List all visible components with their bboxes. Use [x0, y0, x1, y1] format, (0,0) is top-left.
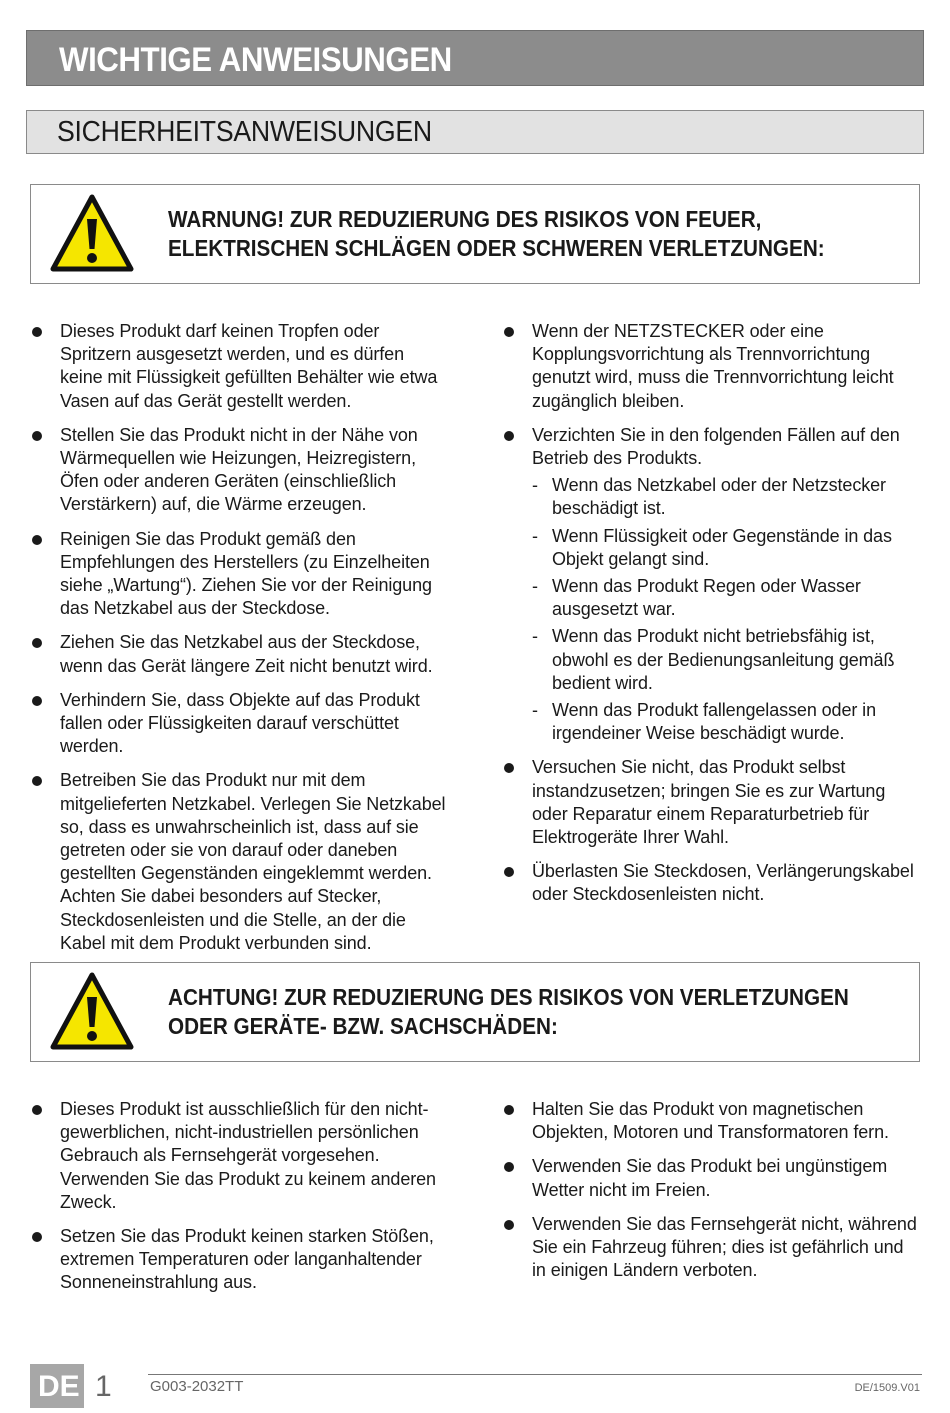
dash-marker: - — [532, 700, 538, 721]
bullet-icon — [32, 431, 42, 441]
document-version: DE/1509.V01 — [854, 1382, 920, 1394]
list-item-text: Wenn der NETZSTECKER oder eine Kopplungsvorrichtung als Trennvorrichtung genutzt wird, muss die Trennvorrichtung leicht zugänglich bleiben. — [532, 321, 894, 411]
dash-marker: - — [532, 475, 538, 496]
section-title-banner — [26, 110, 924, 154]
list-item — [502, 320, 920, 413]
list-item-text: Verzichten Sie in den folgenden Fällen auf den Betrieb des Produkts. — [532, 424, 900, 469]
list-item-text: Reinigen Sie das Produkt gemäß den Empfehlungen des Herstellers (zu Einzelheiten siehe „Wartung“). Ziehen Sie vor der Reinigung das Netzkabel aus der Steckdose. — [60, 528, 432, 619]
bullet-icon — [504, 1162, 514, 1172]
dash-marker: - — [532, 576, 538, 597]
bullet-icon — [504, 431, 514, 441]
section1-right-column — [502, 320, 920, 918]
list-item — [502, 1098, 920, 1144]
sub-list-item — [532, 699, 920, 745]
bullet-icon — [32, 327, 42, 337]
list-item-text: Halten Sie das Produkt von magnetischen Objekten, Motoren und Transformatoren fern. — [532, 1099, 889, 1143]
warning-box — [30, 184, 920, 284]
list-item-text: Betreiben Sie das Produkt nur mit dem mitgelieferten Netzkabel. Verlegen Sie Netzkabel so, dass es unwahrscheinlich ist, dass auf sie getreten oder sie von darauf oder daneben gestellten Gegenständen eingeklemmt werden. Achten Sie dabei besonders auf Stecker, Steckdosenleisten und die Stelle, an der die Kabel mit dem Produkt verbunden sind. — [60, 770, 446, 953]
bullet-icon — [504, 1105, 514, 1115]
sub-list-item-text: Wenn das Produkt fallengelassen oder in irgendeiner Weise beschädigt wurde. — [552, 700, 876, 744]
bullet-icon — [32, 1232, 42, 1242]
bullet-icon — [32, 535, 42, 545]
list-item — [30, 631, 450, 677]
caution-heading-line1: ACHTUNG! ZUR REDUZIERUNG DES RISIKOS VON VERLETZUNGEN — [168, 984, 849, 1010]
section2-left-column — [30, 1098, 450, 1306]
bullet-icon — [32, 776, 42, 786]
footer-divider — [148, 1374, 922, 1375]
main-title-banner — [26, 30, 924, 86]
sub-list-item-text: Wenn das Netzkabel oder der Netzstecker beschädigt ist. — [552, 475, 886, 519]
caution-box — [30, 962, 920, 1062]
list-item-text: Setzen Sie das Produkt keinen starken Stößen, extremen Temperaturen oder langanhaltender Sonneneinstrahlung aus. — [60, 1226, 434, 1293]
list-item — [502, 1213, 920, 1283]
sub-list — [532, 474, 920, 745]
dash-marker: - — [532, 626, 538, 647]
list-item — [30, 769, 450, 955]
list-item — [502, 1155, 920, 1201]
bullet-icon — [504, 1220, 514, 1230]
sub-list-item-text: Wenn Flüssigkeit oder Gegenstände in das Objekt gelangt sind. — [552, 525, 892, 569]
list-item — [30, 528, 450, 621]
sub-list-item-text: Wenn das Produkt nicht betriebsfähig ist, obwohl es der Bedienungsanleitung gemäß bedient wird. — [552, 626, 895, 693]
language-code: DE — [38, 1370, 80, 1403]
list-item-text: Ziehen Sie das Netzkabel aus der Steckdose, wenn das Gerät längere Zeit nicht benutzt wird. — [60, 632, 433, 676]
list-item — [30, 424, 450, 517]
section1-left-column — [30, 320, 450, 966]
list-item-text: Verhindern Sie, dass Objekte auf das Produkt fallen oder Flüssigkeiten darauf verschüttet werden. — [60, 689, 420, 757]
list-item-text: Stellen Sie das Produkt nicht in der Nähe von Wärmequellen wie Heizungen, Heizregistern, Öfen oder anderen Geräten (einschließlich Verstärkern) auf, die Wärme erzeugen. — [60, 424, 418, 515]
list-item-text: Dieses Produkt darf keinen Tropfen oder Spritzern ausgesetzt werden, und es dürfen keine mit Flüssigkeit gefüllten Behälter wie etwa Vasen auf das Gerät gestellt werden. — [60, 321, 438, 411]
list-item-text: Verwenden Sie das Fernsehgerät nicht, während Sie ein Fahrzeug führen; dies ist gefährlich und in einigen Ländern verboten. — [532, 1213, 917, 1281]
bullet-icon — [504, 763, 514, 773]
page-number: 1 — [95, 1370, 112, 1403]
list-item — [30, 689, 450, 759]
sub-list-item — [532, 474, 920, 520]
list-item — [30, 320, 450, 413]
language-badge — [30, 1364, 84, 1408]
list-item-text: Überlasten Sie Steckdosen, Verlängerungskabel oder Steckdosenleisten nicht. — [532, 861, 914, 905]
list-item — [502, 756, 920, 849]
sub-list-item-text: Wenn das Produkt Regen oder Wasser ausgesetzt war. — [552, 576, 861, 620]
sub-list-item — [532, 525, 920, 571]
sub-list-item — [532, 575, 920, 621]
page-title: WICHTIGE ANWEISUNGEN — [59, 41, 452, 79]
list-item — [30, 1098, 450, 1214]
list-item-text: Versuchen Sie nicht, das Produkt selbst instandzusetzen; bringen Sie es zur Wartung oder Reparatur einem Reparaturbetrieb für Elektrogeräte Ihrer Wahl. — [532, 757, 886, 848]
bullet-icon — [32, 638, 42, 648]
warning-heading-line2: ELEKTRISCHEN SCHLÄGEN ODER SCHWEREN VERLETZUNGEN: — [168, 235, 825, 261]
dash-marker: - — [532, 525, 538, 546]
bullet-icon — [504, 867, 514, 877]
model-number: G003-2032TT — [150, 1378, 244, 1395]
list-item — [502, 860, 920, 906]
caution-heading-line2: ODER GERÄTE- BZW. SACHSCHÄDEN: — [168, 1013, 558, 1039]
warning-heading — [168, 205, 825, 263]
caution-heading — [168, 983, 849, 1041]
section-title: SICHERHEITSANWEISUNGEN — [57, 116, 432, 148]
sub-list-item — [532, 625, 920, 695]
list-item — [502, 424, 920, 746]
warning-triangle-icon — [49, 971, 135, 1051]
list-item-text: Verwenden Sie das Produkt bei ungünstigem Wetter nicht im Freien. — [532, 1156, 888, 1200]
section2-right-column — [502, 1098, 920, 1293]
list-item — [30, 1225, 450, 1295]
list-item-text: Dieses Produkt ist ausschließlich für den nicht-gewerblichen, nicht-industriellen persönlichen Gebrauch als Fernsehgerät vorgesehen. Verwenden Sie das Produkt zu keinem anderen Zweck. — [60, 1099, 436, 1212]
bullet-icon — [504, 327, 514, 337]
bullet-icon — [32, 1105, 42, 1115]
bullet-icon — [32, 696, 42, 706]
warning-heading-line1: WARNUNG! ZUR REDUZIERUNG DES RISIKOS VON FEUER, — [168, 206, 762, 232]
warning-triangle-icon — [49, 193, 135, 273]
